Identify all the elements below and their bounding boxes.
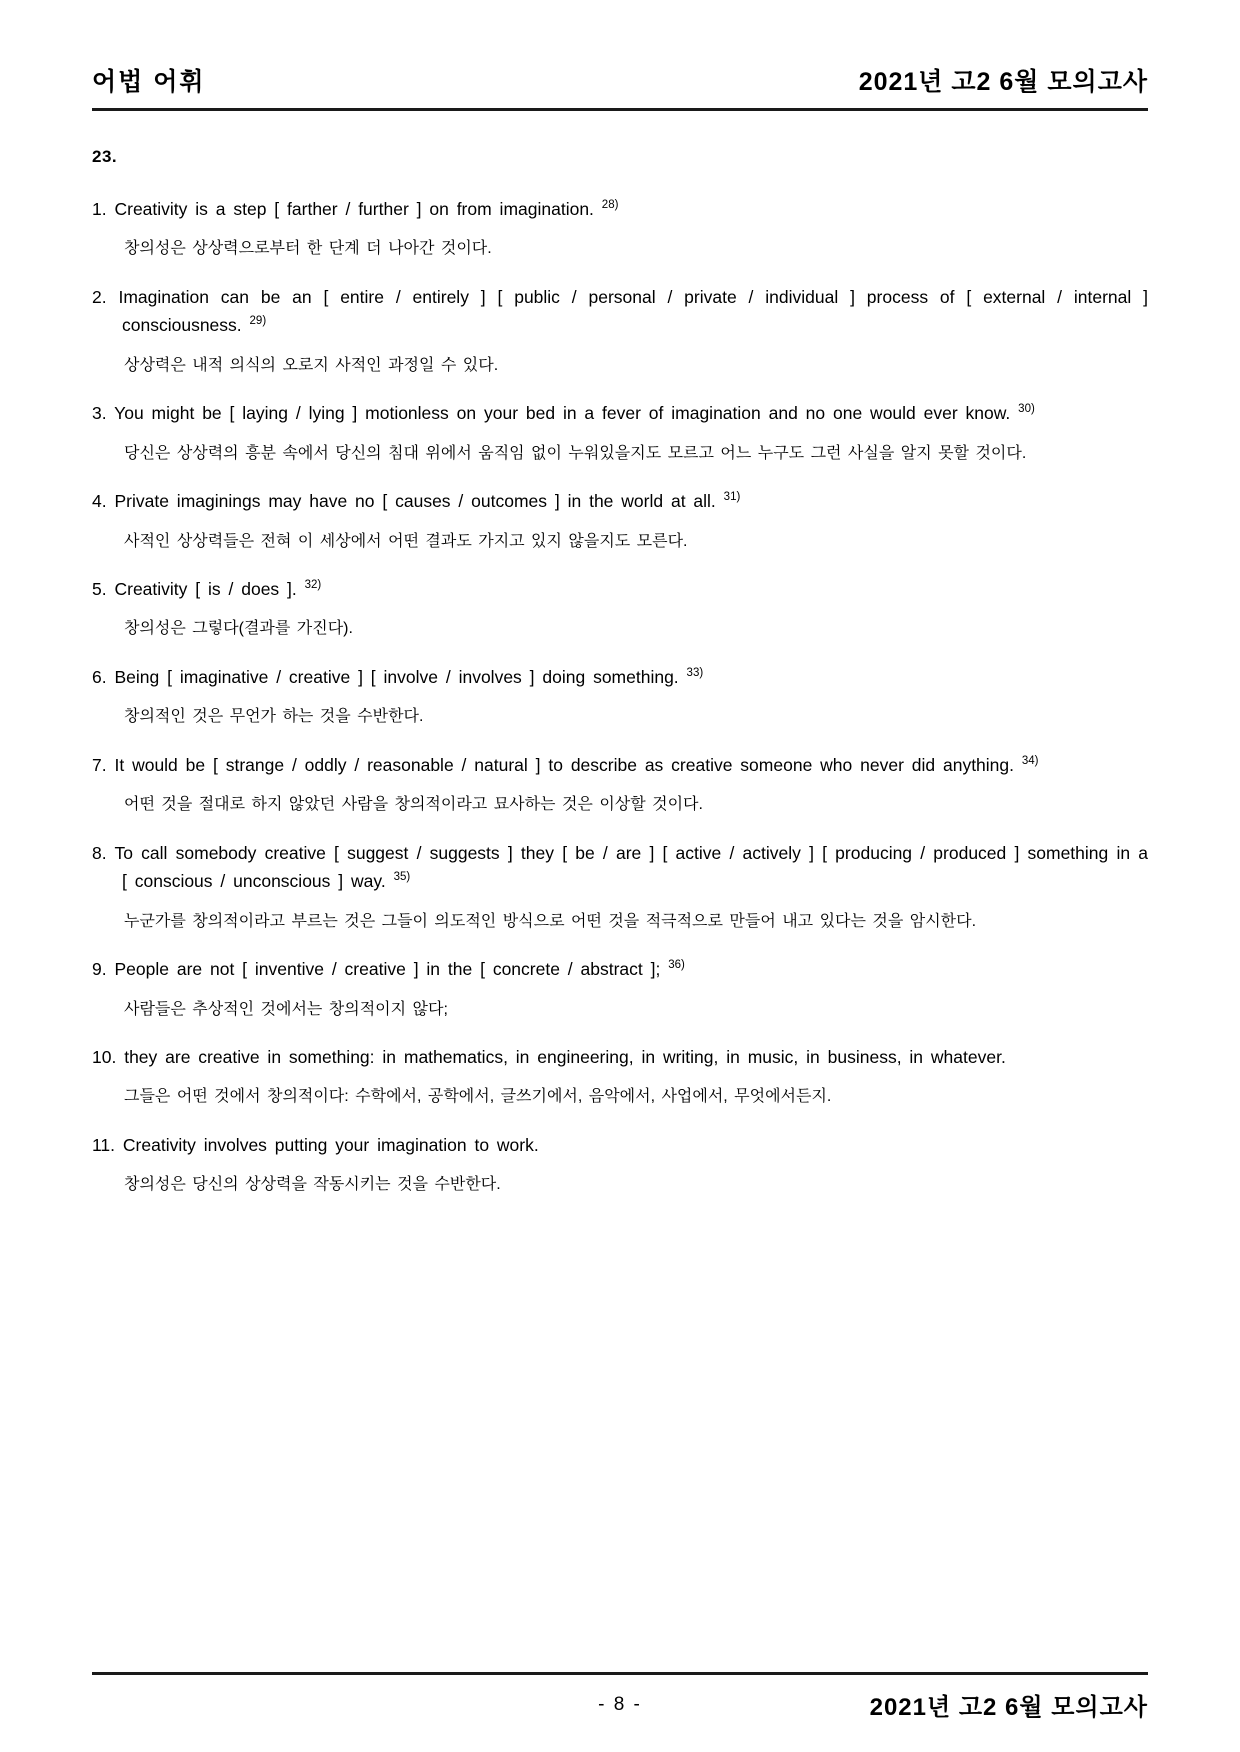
question-reference-number: 33) xyxy=(686,667,704,680)
question-item xyxy=(92,283,1148,378)
question-korean-translation: 그들은 어떤 것에서 창의적이다: 수학에서, 공학에서, 글쓰기에서, 음악에서, 사업에서, 무엇에서든지. xyxy=(124,1088,832,1106)
question-reference-number: 30) xyxy=(1018,403,1035,416)
question-korean-translation: 창의성은 상상력으로부터 한 단계 더 나아간 것이다. xyxy=(124,240,492,258)
question-content xyxy=(92,111,1148,1672)
question-korean-translation: 창의적인 것은 무언가 하는 것을 수반한다. xyxy=(124,708,424,726)
question-korean-translation: 어떤 것을 절대로 하지 않았던 사람을 창의적이라고 묘사하는 것은 이상할 것이다. xyxy=(124,796,703,814)
page-header xyxy=(92,0,1148,111)
question-english-line xyxy=(92,575,1148,603)
question-korean-translation: 당신은 상상력의 흥분 속에서 당신의 침대 위에서 움직임 없이 누워있을지도 모르고 어느 누구도 그런 사실을 알지 못할 것이다. xyxy=(124,444,1027,462)
question-english-line xyxy=(92,1131,1148,1159)
header-exam-title: 2021년 고2 6월 모의고사 xyxy=(858,68,1148,96)
footer-page-number: - 8 - xyxy=(598,1693,642,1715)
question-english-line xyxy=(92,955,1148,983)
question-korean-translation: 사람들은 추상적인 것에서는 창의적이지 않다; xyxy=(124,1000,448,1018)
question-korean-translation: 누군가를 창의적이라고 부르는 것은 그들이 의도적인 방식으로 어떤 것을 적극적으로 만들어 내고 있다는 것을 암시한다. xyxy=(124,912,977,930)
question-reference-number: 32) xyxy=(304,579,322,592)
question-english-text: Imagination can be an [ entire / entirely ] [ public / personal / private / individual ] process of [ external / internal ] consciousness. xyxy=(118,286,1148,336)
question-item-number: 8. xyxy=(92,842,107,863)
question-korean-translation: 창의성은 당신의 상상력을 작동시키는 것을 수반한다. xyxy=(124,1176,501,1194)
page-footer xyxy=(92,1672,1148,1752)
question-item-number: 11. xyxy=(92,1135,116,1156)
footer-exam-title: 2021년 고2 6월 모의고사 xyxy=(869,1694,1148,1721)
question-item-number: 3. xyxy=(92,403,107,424)
question-english-text: Private imaginings may have no [ causes / outcomes ] in the world at all. xyxy=(114,491,716,512)
question-reference-number: 31) xyxy=(723,491,741,504)
question-item-number: 4. xyxy=(92,491,107,512)
question-item xyxy=(92,1043,1148,1110)
question-english-text: they are creative in something: in mathematics, in engineering, in writing, in music, in business, in whatever. xyxy=(124,1047,1006,1068)
question-english-line xyxy=(92,839,1148,896)
question-english-line xyxy=(92,283,1148,340)
question-english-text: To call somebody creative [ suggest / suggests ] they [ be / are ] [ active / actively ] [ producing / produced ] something in a [ conscious / unconscious ] way. xyxy=(114,842,1148,892)
question-item xyxy=(92,575,1148,642)
question-english-text: You might be [ laying / lying ] motionless on your bed in a fever of imagination and no one would ever know. xyxy=(114,403,1011,424)
question-item xyxy=(92,751,1148,818)
question-english-line xyxy=(92,1043,1148,1071)
question-english-line xyxy=(92,399,1148,427)
question-korean-translation: 사적인 상상력들은 전혀 이 세상에서 어떤 결과도 가지고 있지 않을지도 모른다. xyxy=(124,532,688,550)
question-reference-number: 34) xyxy=(1021,755,1039,768)
header-section-title: 어법 어휘 xyxy=(92,68,206,96)
question-item-number: 6. xyxy=(92,667,107,688)
question-korean-translation: 창의성은 그렇다(결과를 가진다). xyxy=(124,620,353,638)
question-reference-number: 36) xyxy=(668,959,685,972)
question-reference-number: 35) xyxy=(393,871,411,884)
question-item xyxy=(92,955,1148,1022)
question-item-number: 5. xyxy=(92,579,107,600)
question-korean-translation: 상상력은 내적 의식의 오로지 사적인 과정일 수 있다. xyxy=(124,356,499,374)
question-item xyxy=(92,399,1148,466)
question-item-number: 1. xyxy=(92,199,107,219)
question-english-text: Creativity is a step [ farther / further ] on from imagination. xyxy=(114,199,594,219)
question-english-line xyxy=(92,487,1148,515)
question-item xyxy=(92,1131,1148,1198)
question-item-number: 9. xyxy=(92,959,107,980)
question-reference-number: 28) xyxy=(601,199,619,212)
question-item-number: 7. xyxy=(92,754,107,775)
question-reference-number: 29) xyxy=(249,315,267,328)
question-group-number: 23. xyxy=(92,147,118,166)
question-english-text: Creativity [ is / does ]. xyxy=(114,579,297,600)
question-english-text: Creativity involves putting your imagination to work. xyxy=(122,1135,539,1156)
question-item-number: 2. xyxy=(92,286,107,307)
question-english-text: People are not [ inventive / creative ] in the [ concrete / abstract ]; xyxy=(114,959,661,980)
question-item xyxy=(92,487,1148,554)
question-item-number: 10. xyxy=(92,1047,117,1068)
question-english-line xyxy=(92,195,1148,223)
question-english-text: It would be [ strange / oddly / reasonable / natural ] to describe as creative someone who never did anything. xyxy=(114,754,1015,775)
question-english-line xyxy=(92,751,1148,779)
question-list xyxy=(92,195,1148,1198)
question-english-text: Being [ imaginative / creative ] [ involve / involves ] doing something. xyxy=(114,667,679,688)
question-item xyxy=(92,663,1148,730)
question-item xyxy=(92,195,1148,262)
question-item xyxy=(92,839,1148,934)
question-english-line xyxy=(92,663,1148,691)
